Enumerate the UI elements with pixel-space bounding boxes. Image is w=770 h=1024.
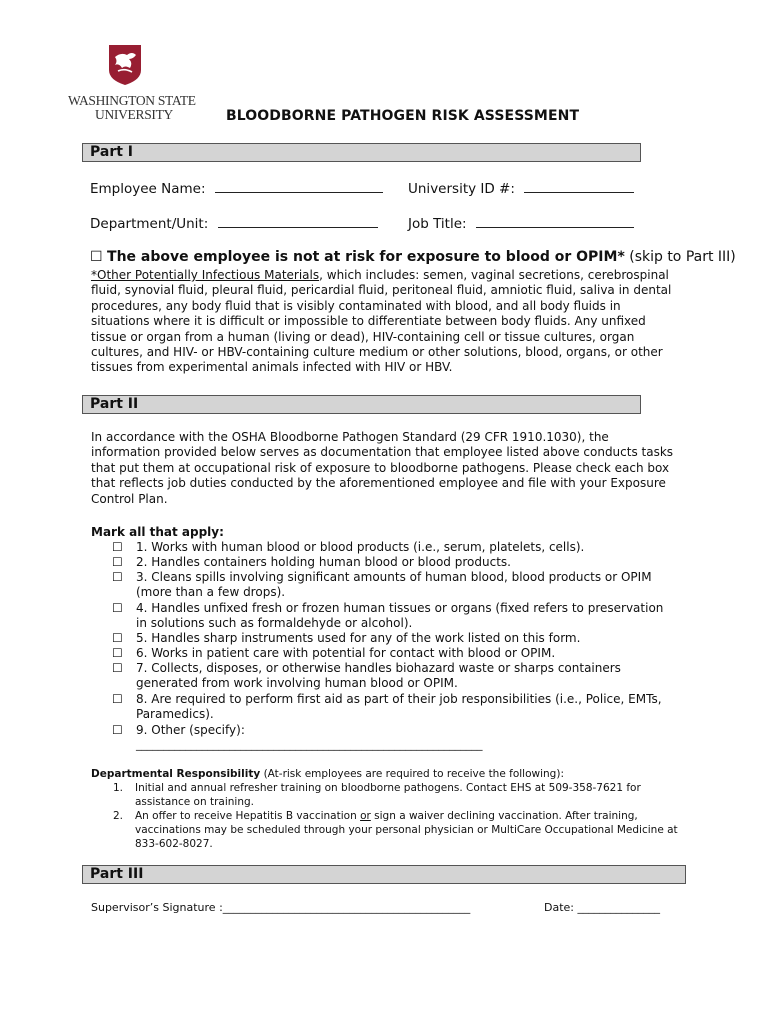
part-3-header: Part III <box>82 865 686 884</box>
supervisor-signature-line[interactable]: _____________________________________________ <box>222 901 471 914</box>
job-title-label: Job Title: <box>408 216 467 232</box>
wsu-cougar-shield-icon <box>108 44 142 86</box>
not-at-risk-row[interactable] <box>90 249 736 265</box>
duty-checkbox-5[interactable]: ☐ <box>112 631 123 645</box>
dept-item-1 <box>91 781 691 809</box>
duty-text-3: 3. Cleans spills involving significant amounts of human blood, blood products or OPIM (more than a few drops). <box>136 570 652 600</box>
logo-text-line1: WASHINGTON STATE <box>68 93 196 108</box>
duty-text-6: 6. Works in patient care with potential for contact with blood or OPIM. <box>136 646 556 660</box>
other-specify-line[interactable]: _______________________________________________________________ <box>136 738 483 751</box>
duty-text-5: 5. Handles sharp instruments used for any of the work listed on this form. <box>136 631 581 645</box>
duty-text-9: 9. Other (specify): <box>136 723 245 737</box>
duty-text-4: 4. Handles unfixed fresh or frozen human tissues or organs (fixed refers to preservation in solutions such as formaldehyde or alcohol). <box>136 601 664 631</box>
part-2-intro: In accordance with the OSHA Bloodborne Pathogen Standard (29 CFR 1910.1030), the information provided below serves as documentation that employee listed above conducts tasks that put them at occupational risk of exposure to bloodborne pathogens. Please check each box that reflects job duties conducted by the aforementioned employee and file with your Exposure Control Plan. <box>91 430 674 506</box>
duty-text-7: 7. Collects, disposes, or otherwise handles biohazard waste or sharps containers generated from work involving human blood or OPIM. <box>136 661 621 691</box>
opim-term: *Other Potentially Infectious Materials <box>91 268 320 282</box>
dept-item-2-num: 2. <box>113 810 124 822</box>
dept-resp-note: (At-risk employees are required to receive the following): <box>260 768 564 780</box>
duty-checkbox-1[interactable]: ☐ <box>112 540 123 554</box>
skip-note: (skip to Part III) <box>624 249 736 265</box>
duty-checkbox-6[interactable]: ☐ <box>112 646 123 660</box>
opim-definition <box>91 268 681 376</box>
dept-item-2 <box>91 809 691 851</box>
duty-checkbox-8[interactable]: ☐ <box>112 692 123 706</box>
duty-text-8: 8. Are required to perform first aid as part of their job responsibilities (i.e., Police, EMTs, Paramedics). <box>136 692 662 722</box>
dept-item-2-text-b: sign a waiver declining vaccination. After training, vaccinations may be scheduled through your personal physician or MultiCare Occupational Medicine at 833-602-8027. <box>135 810 678 850</box>
dept-item-2-or: or <box>360 810 371 822</box>
job-title-line[interactable] <box>476 215 634 228</box>
duty-checkbox-7[interactable]: ☐ <box>112 661 123 675</box>
university-id-field[interactable] <box>408 180 634 197</box>
department-line[interactable] <box>218 215 378 228</box>
mark-all-heading: Mark all that apply: <box>91 525 224 539</box>
logo-text-line2: UNIVERSITY <box>95 107 173 122</box>
employee-name-field[interactable] <box>90 180 383 197</box>
dept-item-2-text-a: An offer to receive Hepatitis B vaccination <box>135 810 361 822</box>
university-id-line[interactable] <box>524 180 634 193</box>
job-title-field[interactable] <box>408 215 634 232</box>
date-field[interactable] <box>544 901 660 914</box>
part-1-header: Part I <box>82 143 641 162</box>
duty-checkbox-3[interactable]: ☐ <box>112 570 123 584</box>
page-title: BLOODBORNE PATHOGEN RISK ASSESSMENT <box>226 108 580 124</box>
employee-name-label: Employee Name: <box>90 181 206 197</box>
date-line[interactable]: _______________ <box>577 901 660 914</box>
dept-resp-heading: Departmental Responsibility <box>91 768 261 780</box>
duty-text-1: 1. Works with human blood or blood products (i.e., serum, platelets, cells). <box>136 540 585 554</box>
date-label: Date: <box>544 901 574 914</box>
duty-checkbox-9[interactable]: ☐ <box>112 723 123 737</box>
supervisor-signature-label: Supervisor’s Signature : <box>91 901 223 914</box>
not-at-risk-statement: The above employee is not at risk for exposure to blood or OPIM* <box>107 249 625 265</box>
duty-checkbox-2[interactable]: ☐ <box>112 555 123 569</box>
not-at-risk-checkbox[interactable]: ☐ <box>90 249 103 265</box>
university-id-label: University ID #: <box>408 181 515 197</box>
dept-item-1-text: Initial and annual refresher training on bloodborne pathogens. Contact EHS at 509-358-7621 for assistance on training. <box>135 782 641 808</box>
duty-checkbox-4[interactable]: ☐ <box>112 601 123 615</box>
dept-item-1-num: 1. <box>113 782 124 794</box>
departmental-responsibility <box>91 767 691 851</box>
duty-text-2: 2. Handles containers holding human blood or blood products. <box>136 555 511 569</box>
wsu-logo <box>68 44 196 124</box>
supervisor-signature-field[interactable] <box>91 901 470 914</box>
employee-name-line[interactable] <box>215 180 383 193</box>
opim-description: , which includes: semen, vaginal secretions, cerebrospinal fluid, synovial fluid, pleural fluid, pericardial fluid, peritoneal fluid, amniotic fluid, saliva in dental procedures, any body fluid that is visibly contaminated with blood, and all body fluids in situations where it is difficult or impossible to differentiate between body fluids. Any unfixed tissue or organ from a human (living or dead), HIV-containing cell or tissue cultures, organ cultures, and HIV- or HBV-containing culture medium or other solutions, blood, organs, or other tissues from experimental animals infected with HIV or HBV. <box>91 268 672 375</box>
part-2-header: Part II <box>82 395 641 414</box>
department-field[interactable] <box>90 215 378 232</box>
department-label: Department/Unit: <box>90 216 209 232</box>
